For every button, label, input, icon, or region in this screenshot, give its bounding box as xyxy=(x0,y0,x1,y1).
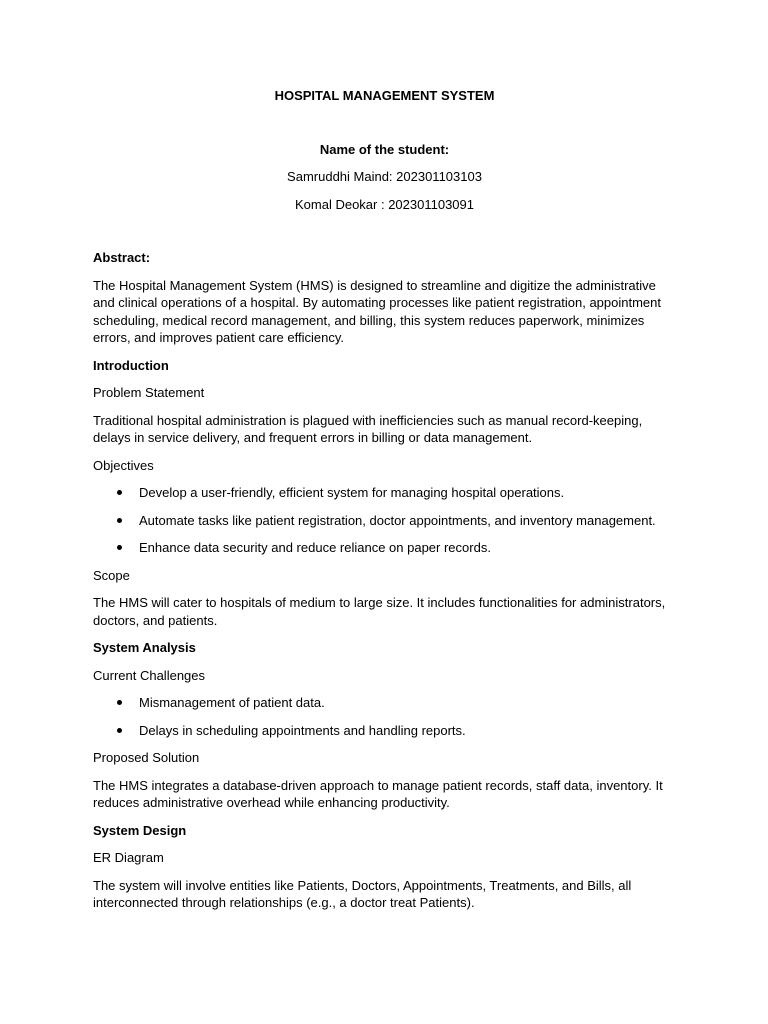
list-item: Mismanagement of patient data. xyxy=(93,694,676,712)
challenges-list xyxy=(93,694,676,739)
list-item: Delays in scheduling appointments and handling reports. xyxy=(93,722,676,740)
student-line: Komal Deokar : 202301103091 xyxy=(295,196,474,212)
scope-heading: Scope xyxy=(93,567,130,583)
proposed-solution-heading: Proposed Solution xyxy=(93,750,200,765)
scope-text: The HMS will cater to hospitals of medium to large size. It includes functionalities for administrators, doctors, and patients. xyxy=(93,595,666,628)
list-item: Develop a user-friendly, efficient system for managing hospital operations. xyxy=(93,484,676,502)
er-diagram-text: The system will involve entities like Patients, Doctors, Appointments, Treatments, and Bills, all interconnected through relationships (e.g., a doctor treat Patients). xyxy=(93,877,632,910)
abstract-text: The Hospital Management System (HMS) is designed to streamline and digitize the administrative and clinical operations of a hospital. By automating processes like patient registration, appointment scheduling, medical record management, and billing, this system reduces paperwork, minimizes errors, and improves patient care efficiency. xyxy=(93,277,661,345)
problem-statement-heading: Problem Statement xyxy=(93,385,205,400)
system-design-heading: System Design xyxy=(93,822,187,838)
list-item: Enhance data security and reduce reliance on paper records. xyxy=(93,539,676,557)
abstract-heading: Abstract: xyxy=(93,250,151,265)
student-line: Samruddhi Maind: 202301103103 xyxy=(287,169,482,184)
list-item: Automate tasks like patient registration, doctor appointments, and inventory management. xyxy=(93,512,676,530)
current-challenges-heading: Current Challenges xyxy=(93,667,206,683)
document-title: HOSPITAL MANAGEMENT SYSTEM xyxy=(274,88,495,103)
objectives-heading: Objectives xyxy=(93,457,154,473)
problem-statement-text: Traditional hospital administration is plagued with inefficiencies such as manual record-keeping, delays in service delivery, and frequent errors in billing or data management. xyxy=(93,412,643,445)
introduction-heading: Introduction xyxy=(93,357,169,373)
objectives-list xyxy=(93,484,676,557)
proposed-solution-text: The HMS integrates a database-driven approach to manage patient records, staff data, inventory. It reduces administrative overhead while enhancing productivity. xyxy=(93,777,663,810)
system-analysis-heading: System Analysis xyxy=(93,640,196,655)
er-diagram-heading: ER Diagram xyxy=(93,850,164,865)
students-heading: Name of the student: xyxy=(319,141,450,157)
